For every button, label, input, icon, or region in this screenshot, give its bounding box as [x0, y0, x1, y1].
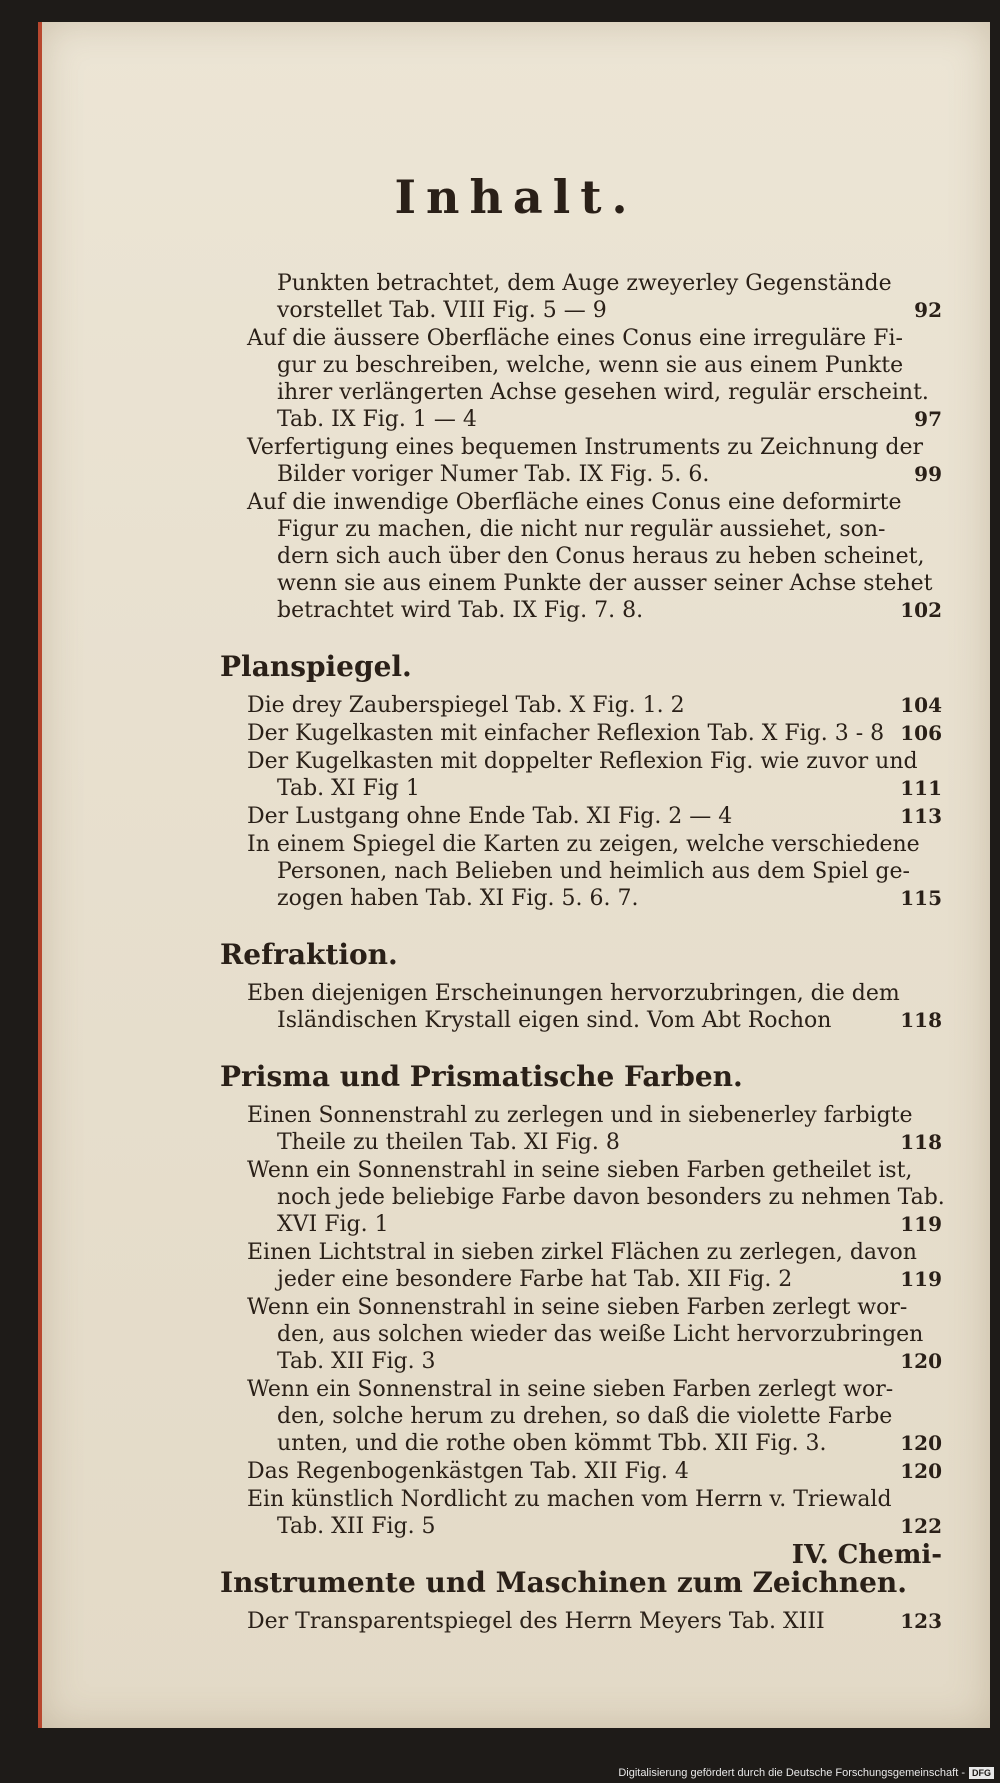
toc-page-number: 123 [900, 1609, 942, 1633]
toc-entry [42, 980, 990, 1034]
toc-page-number: 120 [900, 1459, 942, 1483]
dfg-logo: DFG [969, 1767, 994, 1779]
toc-entry [42, 692, 990, 719]
toc-entry-line: Der Kugelkasten mit einfacher Reflexion Tab. X Fig. 3 - 8 [247, 721, 885, 746]
toc-entry-line: Eben diejenigen Erscheinungen hervorzubringen, die dem [247, 981, 900, 1006]
toc-entry-line: Einen Sonnenstrahl zu zerlegen und in siebenerley farbigte [247, 1103, 913, 1128]
toc-page-number: 102 [900, 598, 942, 622]
toc-entry-line: Punkten betrachtet, dem Auge zweyerley Gegenstände [277, 271, 892, 296]
toc-entry [42, 489, 990, 624]
section-heading: Refraktion. [220, 938, 398, 971]
toc-entry [42, 1102, 990, 1156]
toc-entry-line: unten, und die rothe oben kömmt Tbb. XII Fig. 3. [277, 1431, 827, 1456]
toc-entry-line: Tab. XI Fig 1 [277, 776, 420, 801]
toc-page-number: 92 [914, 298, 942, 322]
toc-entry-line: den, aus solchen wieder das weiße Licht hervorzubringen [277, 1322, 924, 1347]
toc-entry [42, 1486, 990, 1540]
toc-page-number: 113 [900, 804, 942, 828]
toc-entry-line: Ein künstlich Nordlicht zu machen vom Herrn v. Triewald [247, 1487, 892, 1512]
toc-entry [42, 1294, 990, 1375]
toc-entry-line: zogen haben Tab. XI Fig. 5. 6. 7. [277, 886, 639, 911]
toc-page-number: 99 [914, 462, 942, 486]
toc-entry-line: Auf die äussere Oberfläche eines Conus eine irreguläre Fi- [247, 326, 903, 351]
toc-entry-line: betrachtet wird Tab. IX Fig. 7. 8. [277, 598, 644, 623]
toc-page-number: 111 [900, 776, 942, 800]
toc-entry [42, 270, 990, 324]
toc-page-number: 119 [900, 1267, 942, 1291]
toc-entry-line: Tab. IX Fig. 1 — 4 [277, 407, 477, 432]
toc-entry [42, 1458, 990, 1485]
section-heading: Planspiegel. [220, 650, 412, 683]
toc-entry-line: ihrer verlängerten Achse gesehen wird, regulär erscheint. [277, 380, 929, 405]
toc-entry-line: Theile zu theilen Tab. XI Fig. 8 [277, 1130, 620, 1155]
toc-entry [42, 720, 990, 747]
toc-page-number: 97 [914, 407, 942, 431]
toc-entry-line: Tab. XII Fig. 5 [277, 1514, 436, 1539]
toc-entry-line: Bilder voriger Numer Tab. IX Fig. 5. 6. [277, 462, 710, 487]
toc-entry-line: Das Regenbogenkästgen Tab. XII Fig. 4 [247, 1459, 689, 1484]
digitization-footer [618, 1767, 994, 1779]
document-page [38, 22, 990, 1728]
catchword: IV. Chemi- [791, 1540, 942, 1570]
toc-entry [42, 434, 990, 488]
toc-entry [42, 325, 990, 433]
toc-entry-line: Personen, nach Belieben und heimlich aus dem Spiel ge- [277, 859, 910, 884]
section-heading: Instrumente und Maschinen zum Zeichnen. [220, 1566, 908, 1599]
toc-entry [42, 803, 990, 830]
toc-page-number: 115 [900, 886, 942, 910]
toc-entry-line: Verfertigung eines bequemen Instruments zu Zeichnung der [247, 435, 924, 460]
toc-entry-line: XVI Fig. 1 [277, 1212, 389, 1237]
toc-entry-line: wenn sie aus einem Punkte der ausser seiner Achse stehet [277, 571, 933, 596]
toc-entry-line: den, solche herum zu drehen, so daß die violette Farbe [277, 1404, 893, 1429]
toc-page-number: 106 [900, 721, 942, 745]
toc-entry-line: jeder eine besondere Farbe hat Tab. XII Fig. 2 [277, 1267, 793, 1292]
toc-entry-line: Wenn ein Sonnenstrahl in seine sieben Farben getheilet ist, [247, 1158, 913, 1183]
toc-entry-line: Der Lustgang ohne Ende Tab. XI Fig. 2 — 4 [247, 804, 733, 829]
toc-entry [42, 1608, 990, 1635]
toc-entry-line: Der Transparentspiegel des Herrn Meyers Tab. XIII [247, 1609, 825, 1634]
toc-entry [42, 748, 990, 802]
toc-entry-line: Auf die inwendige Oberfläche eines Conus eine deformirte [247, 490, 902, 515]
toc-entry-line: Wenn ein Sonnenstral in seine sieben Farben zerlegt wor- [247, 1377, 894, 1402]
toc-entry-line: Die drey Zauberspiegel Tab. X Fig. 1. 2 [247, 693, 685, 718]
toc-entry [42, 831, 990, 912]
toc-entry-line: Der Kugelkasten mit doppelter Reflexion Fig. wie zuvor und [247, 749, 918, 774]
toc-entry-line: Isländischen Krystall eigen sind. Vom Abt Rochon [277, 1008, 832, 1033]
toc-entry [42, 1239, 990, 1293]
toc-page-number: 118 [900, 1130, 942, 1154]
toc-entry-line: dern sich auch über den Conus heraus zu heben scheinet, [277, 544, 925, 569]
toc-page-number: 118 [900, 1008, 942, 1032]
table-of-contents [42, 270, 990, 1636]
toc-entry-line: noch jede beliebige Farbe davon besonders zu nehmen Tab. [277, 1185, 945, 1210]
toc-entry-line: In einem Spiegel die Karten zu zeigen, welche verschiedene [247, 832, 920, 857]
toc-entry [42, 1157, 990, 1238]
toc-entry [42, 1376, 990, 1457]
toc-page-number: 104 [900, 693, 942, 717]
toc-entry-line: Einen Lichtstral in sieben zirkel Flächen zu zerlegen, davon [247, 1240, 917, 1265]
toc-entry-line: Figur zu machen, die nicht nur regulär aussiehet, son- [277, 517, 886, 542]
toc-page-number: 119 [900, 1212, 942, 1236]
toc-entry-line: gur zu beschreiben, welche, wenn sie aus einem Punkte [277, 353, 904, 378]
toc-entry-line: Tab. XII Fig. 3 [277, 1349, 436, 1374]
footer-text: Digitalisierung gefördert durch die Deutsche Forschungsgemeinschaft - [618, 1767, 965, 1779]
toc-page-number: 120 [900, 1431, 942, 1455]
toc-page-number: 122 [900, 1514, 942, 1538]
section-heading: Prisma und Prismatische Farben. [220, 1060, 743, 1093]
toc-entry-line: Wenn ein Sonnenstrahl in seine sieben Farben zerlegt wor- [247, 1295, 908, 1320]
toc-page-number: 120 [900, 1349, 942, 1373]
toc-entry-line: vorstellet Tab. VIII Fig. 5 — 9 [277, 298, 607, 323]
page-title: Inhalt. [394, 170, 638, 224]
